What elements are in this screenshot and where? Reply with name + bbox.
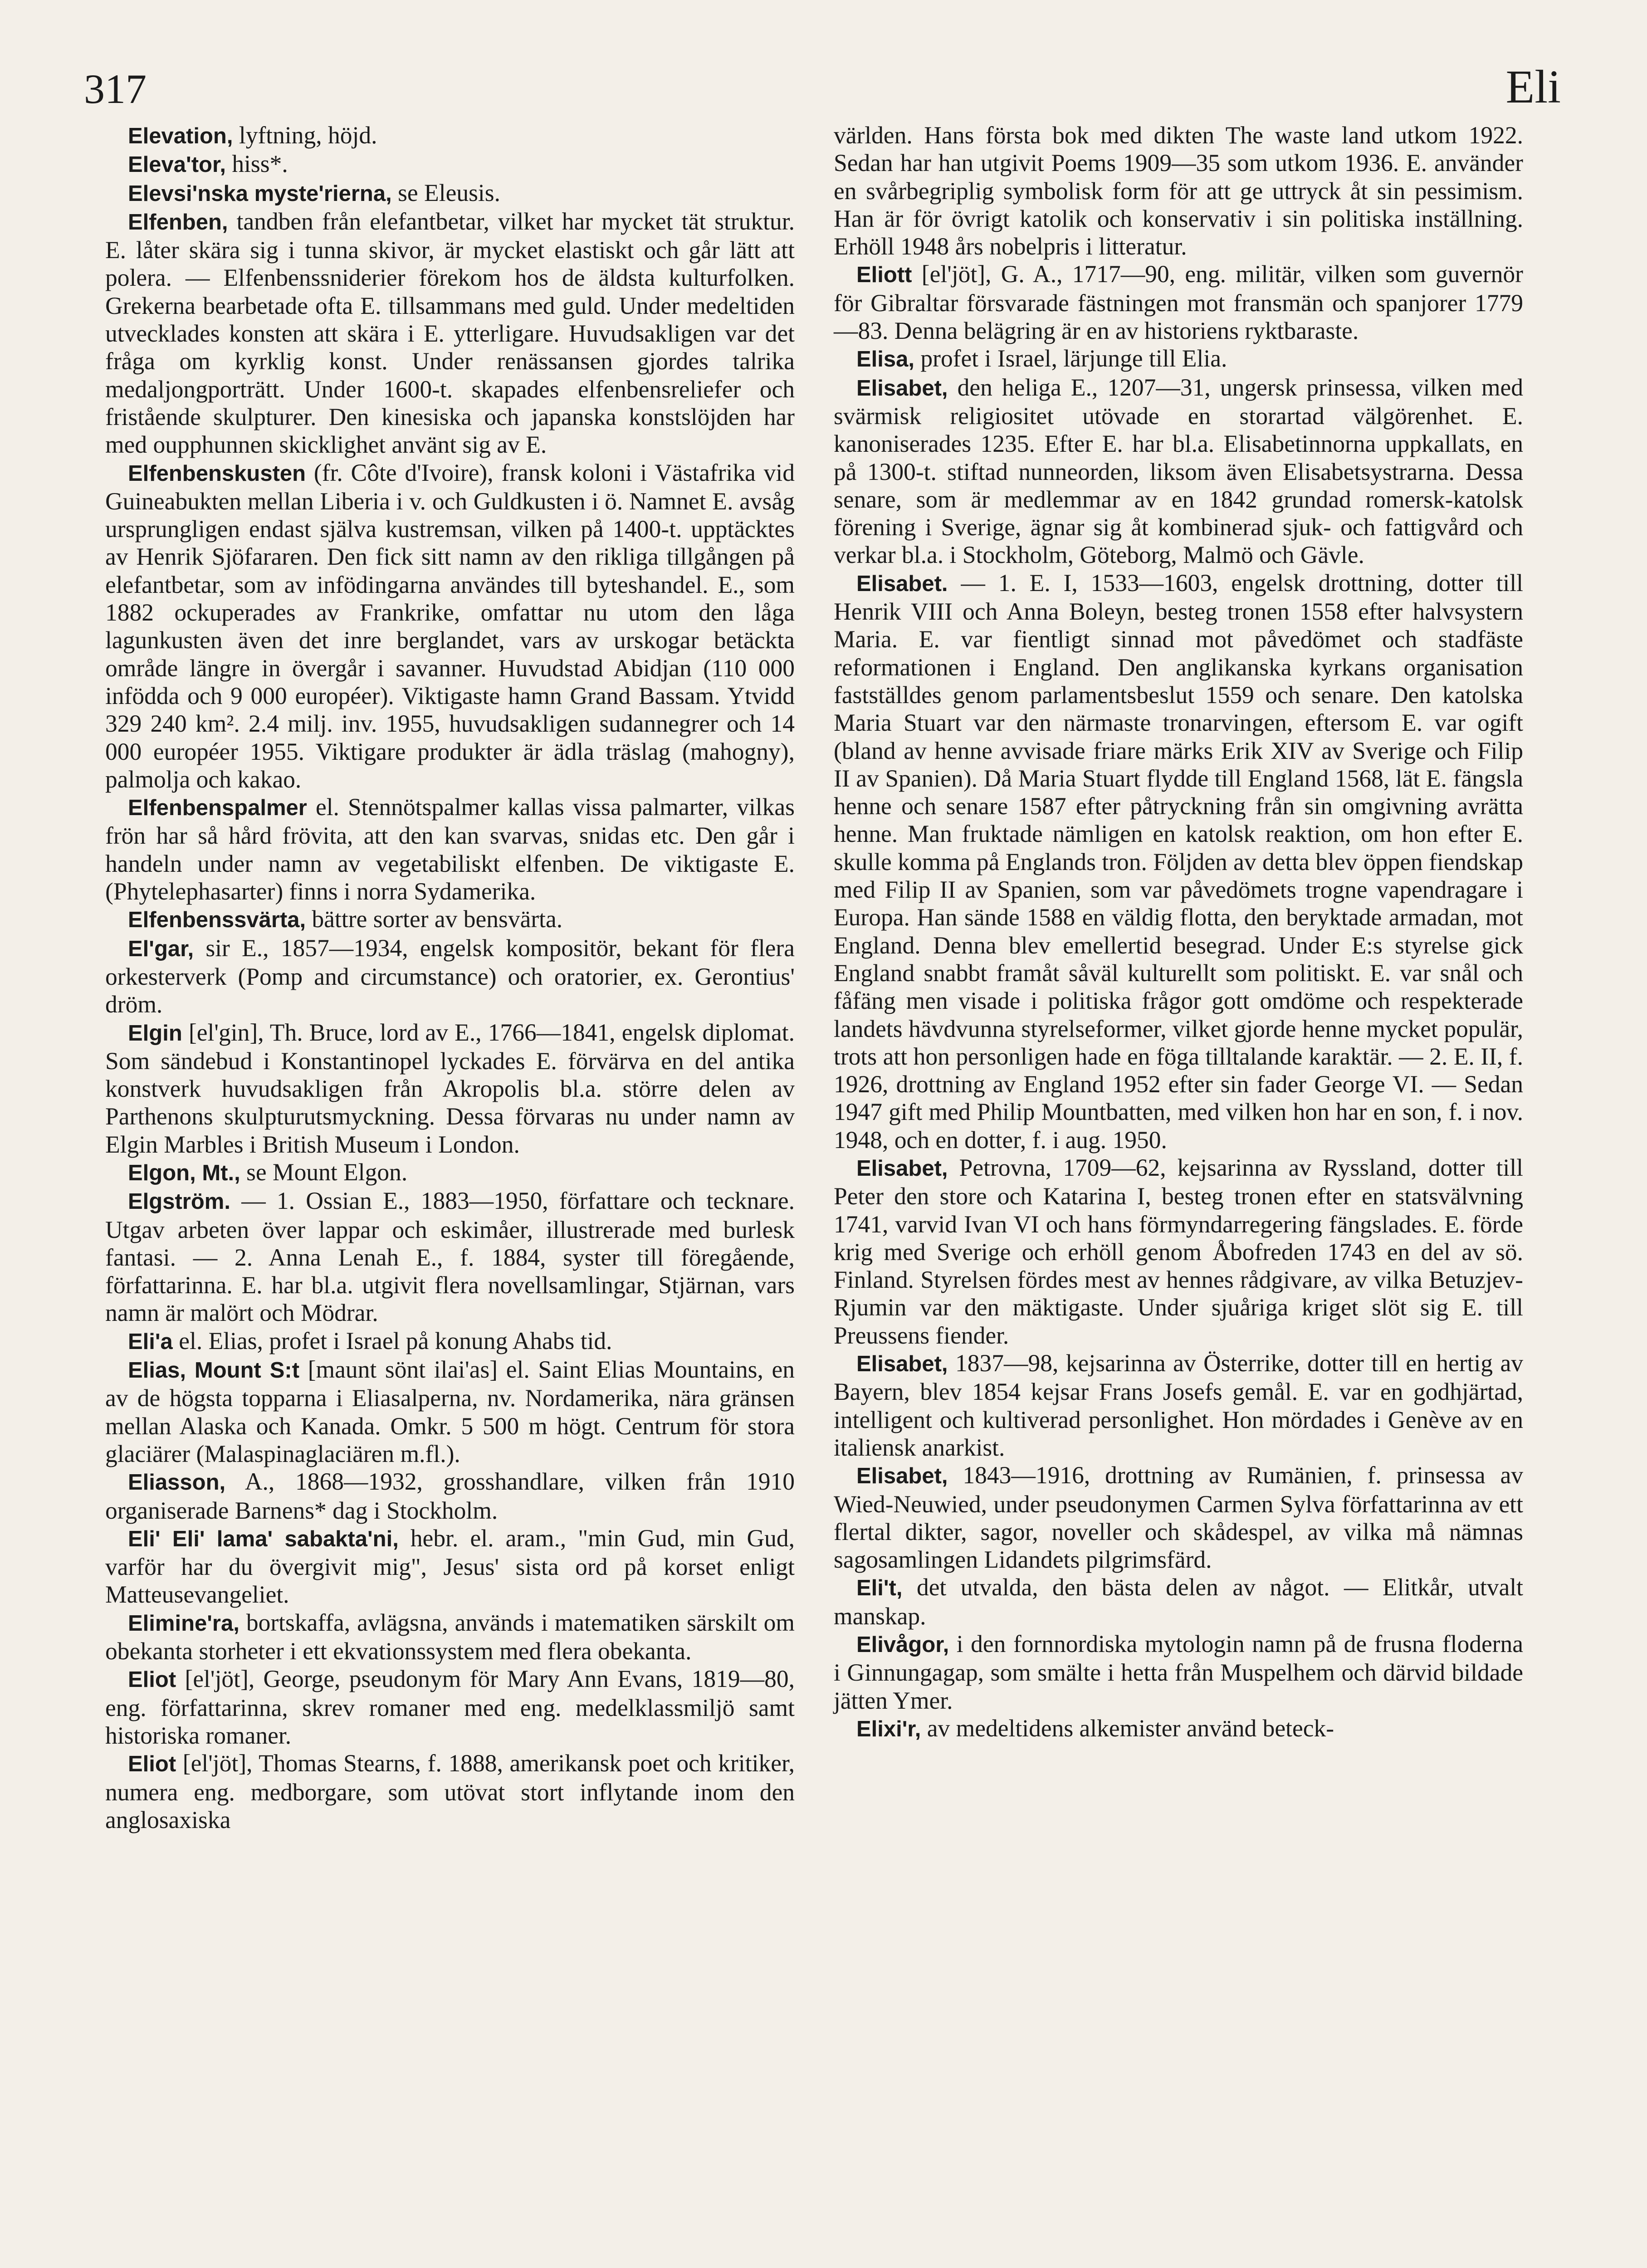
entry-headword: Elisabet, xyxy=(856,376,948,401)
entry-text: Petrovna, 1709—62, kejsarinna av Ryssland, dotter till Peter den store och Katarina I, besteg tronen efter en statsvälvning 1741, varvid Ivan VI och hans förmyndarregering fängslades. E. förde krig med Sverige och erhöll genom Åbofreden 1743 en del av sö. Finland. Styrelsen fördes mest av hennes rådgivare, av vilka Betuzjev-Rjumin var den mäktigaste. Under sjuåriga kriget slöt sig E. till Preussens fiender. xyxy=(834,1154,1523,1349)
entry-headword: Elevsi'nska myste'rierna, xyxy=(128,181,392,206)
dictionary-entry xyxy=(105,1158,795,1187)
dictionary-entry xyxy=(105,934,795,1019)
dictionary-entry xyxy=(105,1468,795,1525)
entry-text: hebr. el. aram., "min Gud, min Gud, varför har du övergivit mig", Jesus' sista ord på korset enligt Matteusevangeliet. xyxy=(105,1524,795,1608)
entry-headword: Elfenbenssvärta, xyxy=(128,908,306,933)
entry-headword: Eliott xyxy=(856,263,912,288)
entry-headword: Elisabet, xyxy=(856,1156,948,1181)
dictionary-entry xyxy=(105,459,795,794)
entry-text: lyftning, höjd. xyxy=(233,122,377,149)
entry-headword: Elisabet, xyxy=(856,1464,948,1489)
entry-text: se Mount Elgon. xyxy=(240,1158,408,1186)
entry-text: — 1. E. I, 1533—1603, engelsk drottning, dotter till Henrik VIII och Anna Boleyn, besteg tronen 1558 efter halvsystern Maria. E. var fientligt sinnad mot påvedömet och stadfäste reformationen i England. Den anglikanska kyrkans organisation fastställdes genom parlamentsbeslut 1559 och senare. Den katolska Maria Stuart var den närmaste tronarvingen, eftersom E. var ogift (bland av henne avvisade friare märks Erik XIV av Sverige och Filip II av Spanien). Då Maria Stuart flydde till England 1568, lät E. fängsla henne och senare 1587 efter påtryckning från sin omgivning avrätta henne. Man fruktade nämligen en katolsk reaktion, om hon efter E. skulle komma på Englands tron. Följden av detta blev öppen fiendskap med Filip II av Spanien, som var påvedömets trogne vapendragare i Europa. Han sände 1588 en väldig flotta, den beryktade armadan, mot England. Denna blev emellertid besegrad. Under E:s styrelse gick England snabbt framåt såväl kulturellt som politiskt. E. var snål och fåfäng men visade i politiska frågor gott omdöme och respekterade landets hävdvunna styrelseformer, vilket gjorde henne mycket populär, trots att hon personligen hade en föga tilltalande karaktär. — 2. E. II, f. 1926, drottning av England 1952 efter sin fader George VI. — Sedan 1947 gift med Philip Mountbatten, med vilken hon har en son, f. i nov. 1948, och en dotter, f. i aug. 1950. xyxy=(834,569,1523,1154)
dictionary-entry xyxy=(834,1349,1523,1461)
page-number: 317 xyxy=(84,66,147,112)
entry-headword: Eliot xyxy=(128,1667,176,1692)
dictionary-entry xyxy=(105,1750,795,1834)
dictionary-entry xyxy=(105,1665,795,1750)
dictionary-entry xyxy=(834,260,1523,345)
entry-headword: Elfenbenskusten xyxy=(128,461,306,486)
dictionary-entry xyxy=(105,1609,795,1666)
dictionary-entry xyxy=(105,150,795,179)
entry-headword: Elfenbenspalmer xyxy=(128,796,307,821)
entry-text: 1843—1916, drottning av Rumänien, f. prinsessa av Wied-Neuwied, under pseudonymen Carmen Sylva författarinna av ett flertal dikter, sagor, noveller och skådespel, av vilka må nämnas sagosamlingen Lidandets pilgrimsfärd. xyxy=(834,1461,1523,1574)
running-head: Eli xyxy=(1505,61,1561,113)
entry-text: det utvalda, den bästa delen av något. — Elitkår, utvalt manskap. xyxy=(834,1574,1523,1630)
entry-headword: Elivågor, xyxy=(856,1633,949,1657)
dictionary-entry xyxy=(834,1630,1523,1715)
entry-text: — 1. Ossian E., 1883—1950, författare och tecknare. Utgav arbeten över lappar och eskimåer, illustrerade med burlesk fantasi. — 2. Anna Lenah E., f. 1884, syster till föregående, författarinna. E. har bl.a. utgivit flera novellsamlingar, Stjärnan, vars namn är malört och Mödrar. xyxy=(105,1187,795,1327)
entry-headword: Eliasson, xyxy=(128,1470,226,1495)
dictionary-entry xyxy=(834,122,1523,260)
dictionary-entry xyxy=(105,793,795,905)
dictionary-entry xyxy=(105,905,795,934)
entry-headword: Elgon, Mt., xyxy=(128,1160,240,1185)
dictionary-entry xyxy=(105,1187,795,1327)
dictionary-entry xyxy=(834,374,1523,569)
entry-headword: Eli'a xyxy=(128,1329,173,1354)
dictionary-entry xyxy=(105,208,795,459)
dictionary-entry xyxy=(834,1461,1523,1574)
entry-headword: Elevation, xyxy=(128,124,233,148)
entry-headword: El'gar, xyxy=(128,936,194,961)
entry-text: el. Elias, profet i Israel på konung Ahabs tid. xyxy=(172,1327,612,1354)
dictionary-entry xyxy=(834,345,1523,373)
dictionary-entry xyxy=(105,122,795,150)
right-column xyxy=(834,122,1523,1743)
dictionary-entry xyxy=(105,1356,795,1468)
entry-text: 1837—98, kejsarinna av Österrike, dotter till en hertig av Bayern, blev 1854 kejsar Frans Josefs gemål. E. var en godhjärtad, intelligent och kultiverad personlighet. Hon mördades i Genève av en italiensk anarkist. xyxy=(834,1349,1523,1461)
entry-text: bättre sorter av bensvärta. xyxy=(306,905,563,933)
dictionary-entry xyxy=(105,1525,795,1609)
entry-headword: Elgin xyxy=(128,1021,182,1046)
entry-headword: Elgström. xyxy=(128,1189,230,1214)
dictionary-entry xyxy=(105,1019,795,1158)
entry-text: hiss*. xyxy=(225,150,288,178)
entry-headword: Elisabet. xyxy=(856,571,948,596)
entry-headword: Elixi'r, xyxy=(856,1716,921,1741)
entry-text: [el'jöt], George, pseudonym för Mary Ann Evans, 1819—80, eng. författarinna, skrev romaner med eng. medelklassmiljö samt historiska romaner. xyxy=(105,1665,795,1749)
entry-text: sir E., 1857—1934, engelsk kompositör, bekant för flera orkesterverk (Pomp and circumstance) och oratorier, ex. Gerontius' dröm. xyxy=(105,934,795,1018)
entry-text: [maunt sönt ilai'as] el. Saint Elias Mountains, en av de högsta topparna i Eliasalperna, nv. Nordamerika, nära gränsen mellan Alaska och Kanada. Omkr. 5 500 m högt. Centrum för stora glaciärer (Malaspinaglaciären m.fl.). xyxy=(105,1356,795,1467)
entry-text: tandben från elefantbetar, vilket har mycket tät struktur. E. låter skära sig i tunna skivor, är mycket elastiskt och går lätt att polera. — Elfenbenssniderier förekom hos de äldsta kulturfolken. Grekerna bearbetade ofta E. tillsammans med guld. Under medeltiden utvecklades konsten att skära i E. ytterligare. Huvudsakligen var det fråga om kyrklig konst. Under renässansen gjordes talrika medaljongporträtt. Under 1600-t. skapades elfenbensreliefer och fristående skulpturer. Den kinesiska och japanska konstslöjden har med oupphunnen skicklighet använt sig av E. xyxy=(105,207,795,459)
entry-text: den heliga E., 1207—31, ungersk prinsessa, vilken med svärmisk religiositet utövade en storartad välgörenhet. E. kanoniserades 1235. Efter E. har bl.a. Elisabetinnorna uppkallats, en på 1300-t. stiftad nunneorden, liksom även Elisabetsystrarna. Dessa senare, som är medlemmar av en 1842 grundad romersk-katolsk förening i Sverige, ägnar sig åt kombinerad sjuk- och fattigvård och verkar bl.a. i Stockholm, Göteborg, Malmö och Gävle. xyxy=(834,373,1523,569)
entry-headword: Elimine'ra, xyxy=(128,1611,239,1636)
entry-text: A., 1868—1932, grosshandlare, vilken från 1910 organiserade Barnens* dag i Stockholm. xyxy=(105,1468,795,1524)
dictionary-entry xyxy=(834,1154,1523,1349)
entry-headword: Elfenben, xyxy=(128,210,228,235)
entry-text: [el'jöt], Thomas Stearns, f. 1888, amerikansk poet och kritiker, numera eng. medborgare, som utövat stort inflytande inom den anglosaxiska xyxy=(105,1750,795,1833)
entry-headword: Eliot xyxy=(128,1752,176,1777)
entry-text: [el'jöt], G. A., 1717—90, eng. militär, vilken som guvernör för Gibraltar försvarade fästningen mot fransmän och spanjorer 1779—83. Denna belägring är en av historiens ryktbaraste. xyxy=(834,260,1523,345)
entry-text: i den fornnordiska mytologin namn på de frusna floderna i Ginnungagap, som smälte i hetta från Muspelhem och därvid bildade jätten Ymer. xyxy=(834,1630,1523,1714)
entry-text: profet i Israel, lärjunge till Elia. xyxy=(914,345,1227,372)
entry-text: el. Stennötspalmer kallas vissa palmarter, vilkas frön har så hård frövita, att den kan svarvas, snidas etc. Den går i handeln under namn av vegetabiliskt elfenben. De viktigaste E. (Phytelephasarter) finns i norra Sydamerika. xyxy=(105,793,795,905)
entry-headword: Eli' Eli' lama' sabakta'ni, xyxy=(128,1526,399,1551)
entry-headword: Eleva'tor, xyxy=(128,152,226,177)
left-column xyxy=(105,122,795,1834)
entry-text: världen. Hans första bok med dikten The waste land utkom 1922. Sedan har han utgivit Poems 1909—35 som utkom 1936. E. använder en svårbegriplig symbolisk form för att ge uttryck åt sin pessimism. Han är för övrigt katolik och konservativ i sin politiska inställning. Erhöll 1948 års nobelpris i litteratur. xyxy=(834,122,1523,260)
entry-headword: Elisa, xyxy=(856,347,915,372)
entry-text: av medeltidens alkemister använd beteck- xyxy=(921,1714,1334,1742)
dictionary-entry xyxy=(834,569,1523,1154)
entry-text: bortskaffa, avlägsna, används i matematiken särskilt om obekanta storheter i ett ekvationssystem med flera obekanta. xyxy=(105,1608,795,1665)
dictionary-entry xyxy=(834,1715,1523,1743)
dictionary-entry xyxy=(105,179,795,208)
dictionary-entry xyxy=(105,1327,795,1356)
entry-headword: Elias, Mount S:t xyxy=(128,1358,300,1383)
entry-text: (fr. Côte d'Ivoire), fransk koloni i Västafrika vid Guineabukten mellan Liberia i v. och Guldkusten i ö. Namnet E. avsåg ursprungligen endast själva kustremsan, vilken på 1400-t. upptäcktes av Henrik Sjöfararen. Den fick sitt namn av den rikliga tillgången på elefantbetar, som av infödingarna användes till byteshandel. E., som 1882 ockuperades av Frankrike, omfattar nu utom den låga lagunkusten även det inre berglandet, vars av urskogar betäckta område längre in övergår i savanner. Huvudstad Abidjan (110 000 infödda och 9 000 européer). Viktigaste hamn Grand Bassam. Ytvidd 329 240 km². 2.4 milj. inv. 1955, huvudsakligen sudannegrer och 14 000 européer 1955. Viktigare produkter är ädla träslag (mahogny), palmolja och kakao. xyxy=(105,459,795,793)
entry-headword: Eli't, xyxy=(856,1576,903,1601)
dictionary-entry xyxy=(834,1574,1523,1630)
entry-headword: Elisabet, xyxy=(856,1352,948,1377)
entry-text: se Eleusis. xyxy=(391,179,500,206)
entry-text: [el'gin], Th. Bruce, lord av E., 1766—1841, engelsk diplomat. Som sändebud i Konstantinopel lyckades E. förvärva en del antika konstverk huvudsakligen från Akropolis bl.a. större delen av Parthenons skulpturutsmyckning. Dessa förvaras nu under namn av Elgin Marbles i British Museum i London. xyxy=(105,1018,795,1158)
